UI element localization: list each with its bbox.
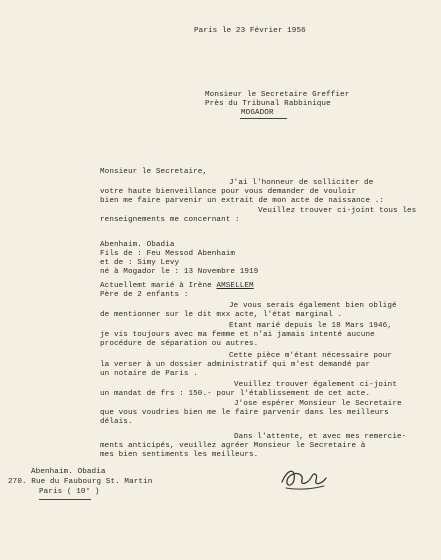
- body-line-8: un notaire de Paris .: [100, 370, 198, 378]
- detail-birth: né à Mogador le : 13 Novembre 1919: [100, 268, 259, 276]
- body-line-11: J'ose espérer Monsieur le Secretaire: [234, 400, 402, 408]
- sender-city: Paris ( 10° ): [39, 488, 100, 496]
- intro-line-5: renseignements me concernant :: [100, 216, 240, 224]
- body-line-10: un mandat de frs : 150.- pour l'établissement de cet acte.: [100, 390, 371, 398]
- body-line-4: je vis toujours avec ma femme et n'ai jamais intenté aucune: [100, 331, 375, 339]
- intro-line-2: votre haute bienveillance pour vous demander de vouloir: [100, 188, 357, 196]
- closing-line-3: mes bien sentiments les meilleurs.: [100, 451, 259, 459]
- detail-name: Abenhaim. Obadia: [100, 241, 175, 249]
- body-line-9: Veuillez trouver également ci-joint: [234, 381, 397, 389]
- salutation: Monsieur le Secretaire,: [100, 168, 208, 176]
- body-line-6: Cette pièce m'étant nécessaire pour: [229, 352, 392, 360]
- detail-father: Fils de : Feu Messod Abenhaim: [100, 250, 236, 258]
- intro-line-1: J'ai l'honneur de solliciter de: [229, 179, 374, 187]
- marital-line-1: [100, 282, 254, 290]
- body-line-1: Je vous serais également bien obligé: [229, 302, 397, 310]
- recipient-line-1: Monsieur le Secretaire Greffier: [205, 91, 350, 99]
- marital-prefix: Actuellemt marié à Irène: [100, 282, 217, 290]
- recipient-underline: [240, 118, 287, 119]
- body-line-12: que vous voudries bien me le faire parvenir dans les meilleurs: [100, 409, 389, 417]
- spouse-name: AMSELLEM: [216, 282, 254, 290]
- intro-line-3: bien me faire parvenir un extrait de mon acte de naissance .:: [100, 197, 385, 205]
- recipient-line-2: Près du Tribunal Rabbinique: [205, 100, 331, 108]
- closing-line-1: Dans l'attente, et avec mes remercie-: [234, 433, 407, 441]
- body-line-13: délais.: [100, 418, 133, 426]
- sender-street: 270. Rue du Faubourg St. Martin: [8, 478, 153, 486]
- sender-name: Abenhaim. Obadia: [31, 468, 106, 476]
- body-line-7: la verser à un dossier administratif qui m'est demandé par: [100, 361, 371, 369]
- sender-underline: [39, 499, 91, 500]
- recipient-line-3: MOGADOR: [241, 109, 274, 117]
- handwritten-signature: [278, 464, 330, 492]
- closing-line-2: ments anticipés, veuillez agréer Monsieur le Secretaire à: [100, 442, 366, 450]
- detail-mother: et de : Simy Levy: [100, 259, 180, 267]
- body-line-5: procédure de séparation ou autres.: [100, 340, 259, 348]
- marital-line-2: Père de 2 enfants :: [100, 291, 189, 299]
- date-line: Paris le 23 Février 1956: [194, 27, 306, 35]
- body-line-2: de mentionner sur le dit mxx acte, l'état marginal .: [100, 311, 343, 319]
- body-line-3: Etant marié depuis le 18 Mars 1946,: [229, 322, 392, 330]
- intro-line-4: Veuillez trouver ci-joint tous les: [258, 207, 417, 215]
